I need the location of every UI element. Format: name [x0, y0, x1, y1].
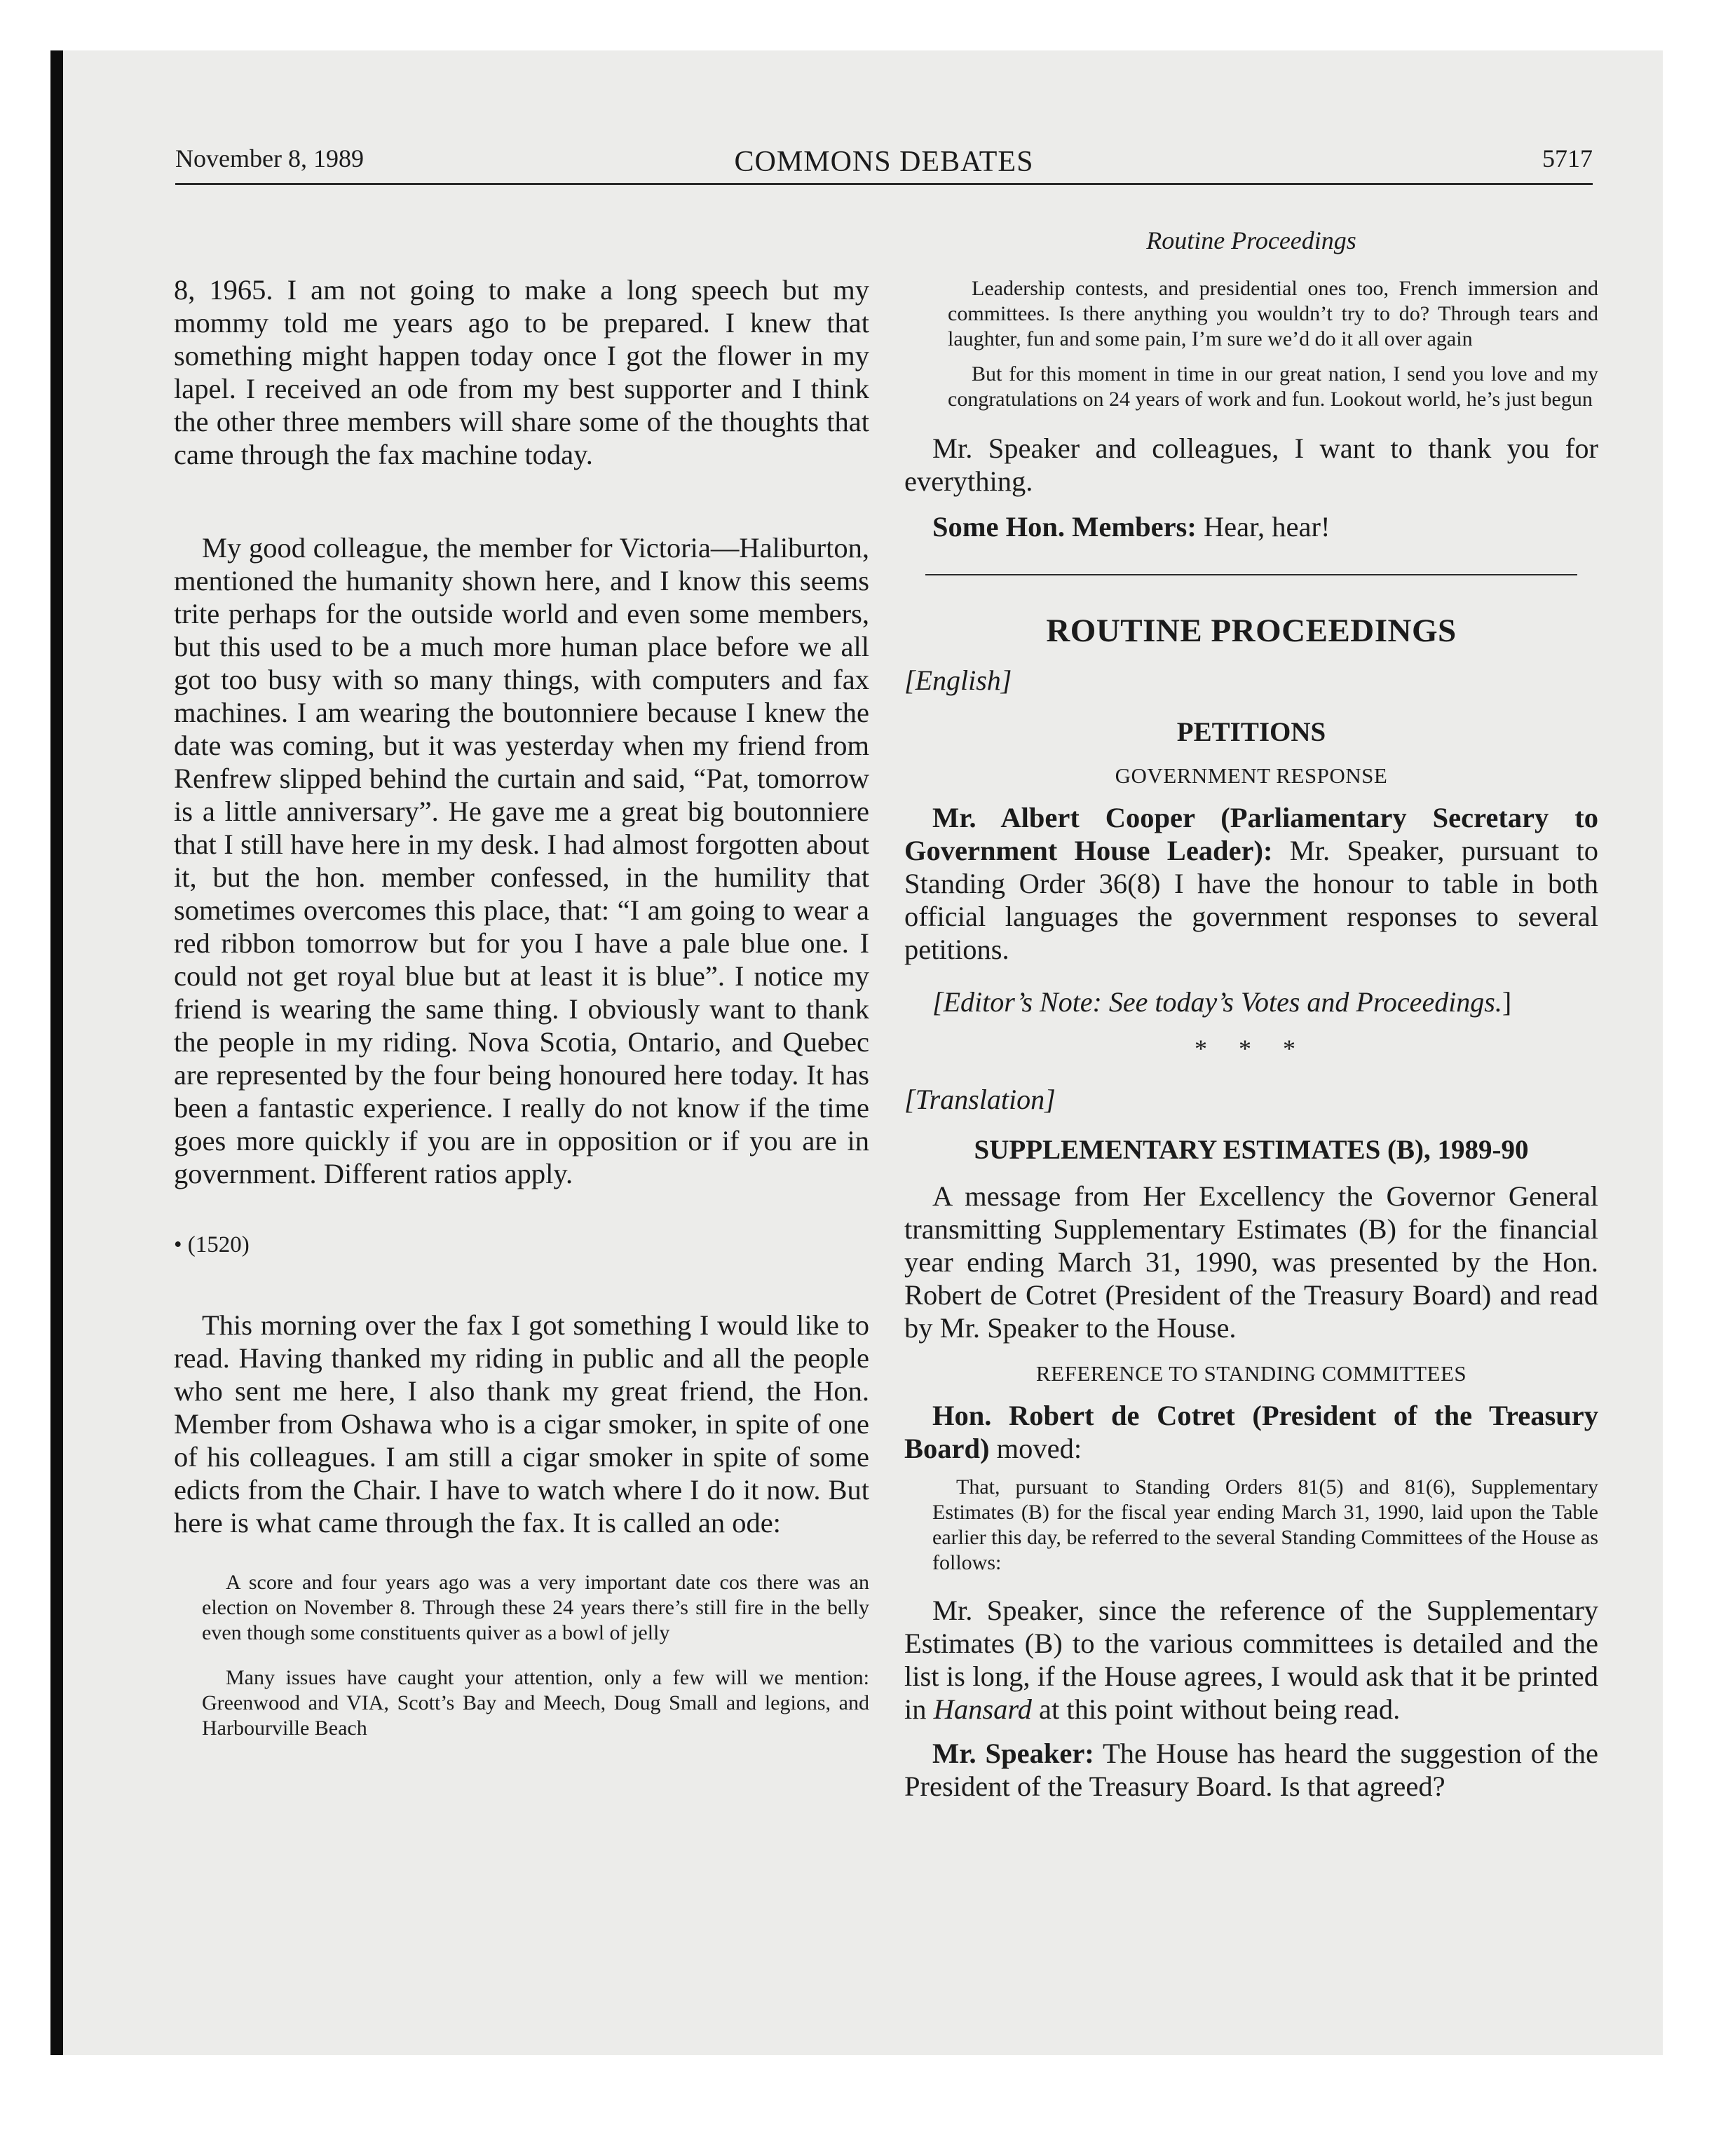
- page-number: 5717: [1542, 144, 1593, 172]
- speech-text: moved:: [996, 1433, 1082, 1464]
- speech-text: Mr. Speaker, pursuant to Standing Order 36(8) I have the honour to table in both official languages the government responses to several petitions.: [904, 835, 1598, 965]
- speaker-name: Mr. Speaker:: [932, 1738, 1094, 1769]
- binding-edge: [50, 50, 63, 2055]
- paragraph: [904, 432, 1598, 498]
- language-tag: [English]: [904, 664, 1012, 696]
- time-marker: • (1520): [174, 1232, 250, 1257]
- speech: [904, 1737, 1598, 1803]
- ode-stanza: But for this moment in time in our great nation, I send you love and my congratulations on 24 years of work and fun. Lookout world, he’s just begun: [948, 362, 1598, 411]
- section-title: ROUTINE PROCEEDINGS: [1046, 613, 1457, 649]
- paragraph: 8, 1965. I am not going to make a long speech but my mommy told me years ago to be prepared. I knew that something might happen today once I got the flower in my lapel. I received an ode from my best supporter and I think the other three members will share some of the thoughts that came through the fax machine today.: [174, 274, 869, 470]
- running-head: Routine Proceedings: [1146, 226, 1356, 254]
- header-title: COMMONS DEBATES: [734, 146, 1034, 178]
- paragraph: A message from Her Excellency the Governor General transmitting Supplementary Estimates (B) for the financial year ending March 31, 1990, was presented by the Hon. Robert de Cotret (President of the Treasury Board) and read by Mr. Speaker to the House.: [904, 1180, 1598, 1344]
- motion-text: That, pursuant to Standing Orders 81(5) and 81(6), Supplementary Estimates (B) for the fiscal year ending March 31, 1990, laid upon the Table earlier this day, be referred to the several Standing Committees of the House as follows:: [932, 1475, 1598, 1574]
- section-separator: * * *: [1195, 1035, 1308, 1063]
- interjection: [904, 510, 1598, 543]
- paragraph: Mr. Speaker, since the reference of the Supplementary Estimates (B) to the various committees is detailed and the list is long, if the House agrees, I would ask that it be printed in Hansard at this point without being read.: [904, 1595, 1598, 1725]
- paragraph: My good colleague, the member for Victoria—Haliburton, mentioned the humanity shown here, and I know this seems trite perhaps for the outside world and even some members, but this used to be a much more human place before we all got too busy with so many things, with computers and fax machines. I am wearing the boutonniere because I knew the date was coming, but it was yesterday when my friend from Renfrew slipped behind the curtain and said, “Pat, tomorrow is a little anniversary”. He gave me a great big boutonniere that I still have here in my desk. I had almost forgotten about it, but the hon. member confessed, in the humility that sometimes overcomes this place, that: “I am going to wear a red ribbon tomorrow but for you I have a pale blue one. I could not get royal blue but at least it is blue”. I notice my friend is wearing the same thing. I obviously want to thank the people in my riding. Nova Scotia, Ontario, and Quebec are represented by the four being honoured here today. It has been a fantastic experience. I really do not know if the time goes more quickly if you are in opposition or if you are in government. Different ratios apply.: [174, 532, 869, 1189]
- subsection-title: PETITIONS: [1176, 717, 1326, 747]
- header-date: November 8, 1989: [175, 144, 364, 172]
- ode-stanza: A score and four years ago was a very important date cos there was an election on November 8. Through these 24 years there’s still fire in the belly even though some constituents quiver as a bowl of jelly: [202, 1571, 869, 1644]
- editor-note: [Editor’s Note: See today’s Votes and Proceedings.]: [932, 986, 1512, 1018]
- left-column: [174, 273, 869, 1741]
- ode-stanza: Many issues have caught your attention, only a few will we mention: Greenwood and VIA, Scott’s Bay and Meech, Doug Small and legions, and Harbourville Beach: [202, 1666, 869, 1740]
- speech: [904, 801, 1598, 966]
- motion-quote: [904, 1475, 1598, 1576]
- paragraph: This morning over the fax I got something I would like to read. Having thanked my riding in public and all the people who sent me here, I also thank my great friend, the Hon. Member from Oshawa who is a cigar smoker, in spite of one of his colleagues. I am still a cigar smoker in spite of some edicts from the Chair. I have to watch where I do it now. But here is what came through the fax. It is called an ode:: [174, 1309, 869, 1538]
- right-column: [904, 226, 1598, 1803]
- speech-text: The House has heard the suggestion of the President of the Treasury Board. Is that agreed?: [904, 1738, 1598, 1802]
- speech: [904, 1399, 1598, 1465]
- language-tag: [Translation]: [904, 1084, 1056, 1115]
- subsection-title: SUPPLEMENTARY ESTIMATES (B), 1989-90: [974, 1135, 1529, 1165]
- speaker-name: Some Hon. Members:: [932, 511, 1197, 543]
- ode-quote: [174, 1570, 869, 1741]
- paragraph-text: Mr. Speaker and colleagues, I want to thank you for everything.: [904, 432, 1598, 497]
- page-header: [175, 144, 1593, 185]
- subsection-heading: REFERENCE TO STANDING COMMITTEES: [1035, 1361, 1467, 1386]
- ode-stanza: Leadership contests, and presidential ones too, French immersion and committees. Is there anything you wouldn’t try to do? Through tears and laughter, fun and some pain, I’m sure we’d do it all over again: [948, 277, 1598, 350]
- ode-quote: [904, 276, 1598, 412]
- speaker-name: Mr. Albert Cooper (Parliamentary Secretary to Government House Leader):: [904, 802, 1598, 866]
- section-divider: [925, 574, 1577, 575]
- speech-text: Hear, hear!: [1203, 511, 1331, 543]
- speaker-name: Hon. Robert de Cotret (President of the Treasury Board): [904, 1400, 1598, 1464]
- subsection-heading: GOVERNMENT RESPONSE: [1115, 763, 1388, 788]
